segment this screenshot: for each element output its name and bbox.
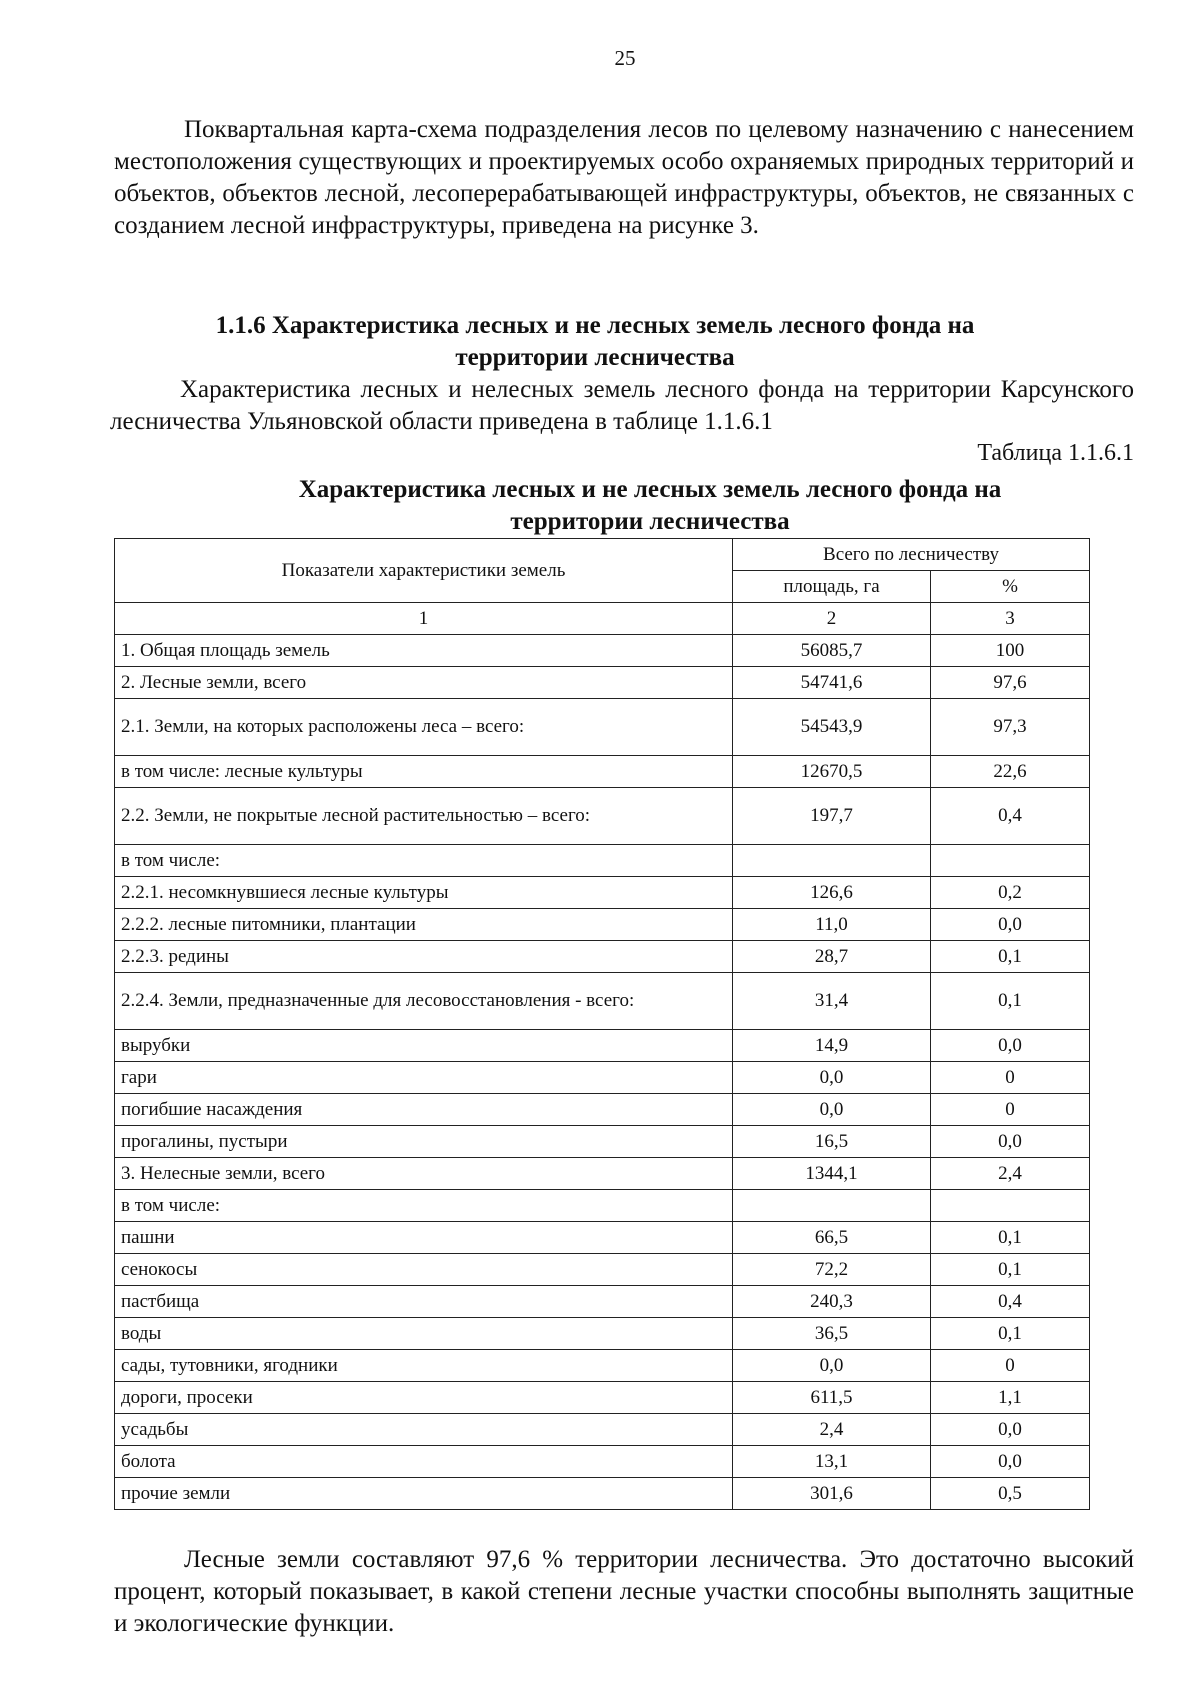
section-heading-line2: территории лесничества xyxy=(455,344,735,371)
closing-paragraph: Лесные земли составляют 97,6 % территории лесничества. Это достаточно высокий процент, который показывает, в какой степени лесные участки способны выполнять защитные и экологические функции. xyxy=(114,1546,1134,1637)
row-area: 2,4 xyxy=(733,1414,931,1446)
row-label: 2.2.4. Земли, предназначенные для лесовосстановления - всего: xyxy=(115,973,733,1030)
col-number-3: 3 xyxy=(931,603,1090,635)
row-label: 2.2.2. лесные питомники, плантации xyxy=(115,909,733,941)
row-percent: 0 xyxy=(931,1062,1090,1094)
row-area: 611,5 xyxy=(733,1382,931,1414)
row-label: 2. Лесные земли, всего xyxy=(115,667,733,699)
table-row xyxy=(115,788,1090,845)
row-label: погибшие насаждения xyxy=(115,1094,733,1126)
row-label: в том числе: лесные культуры xyxy=(115,756,733,788)
table-title-line2: территории лесничества xyxy=(510,508,790,535)
row-area: 126,6 xyxy=(733,877,931,909)
row-percent xyxy=(931,1190,1090,1222)
row-area: 197,7 xyxy=(733,788,931,845)
table-row xyxy=(115,973,1090,1030)
row-area: 31,4 xyxy=(733,973,931,1030)
row-percent: 0,1 xyxy=(931,973,1090,1030)
table-row xyxy=(115,1478,1090,1510)
row-percent: 0 xyxy=(931,1350,1090,1382)
table-row xyxy=(115,756,1090,788)
table-row xyxy=(115,1382,1090,1414)
table-row xyxy=(115,1190,1090,1222)
table-row xyxy=(115,1094,1090,1126)
row-percent: 0,2 xyxy=(931,877,1090,909)
header-indicator: Показатели характеристики земель xyxy=(115,539,733,603)
header-percent: % xyxy=(931,571,1090,603)
table-row xyxy=(115,941,1090,973)
row-area xyxy=(733,1190,931,1222)
row-label: 2.2. Земли, не покрытые лесной растительностью – всего: xyxy=(115,788,733,845)
table-label: Таблица 1.1.6.1 xyxy=(977,440,1134,466)
row-area: 0,0 xyxy=(733,1094,931,1126)
table-row xyxy=(115,1318,1090,1350)
section-heading-line1: 1.1.6 Характеристика лесных и не лесных земель лесного фонда на xyxy=(215,312,975,339)
row-area: 12670,5 xyxy=(733,756,931,788)
row-percent: 0,1 xyxy=(931,941,1090,973)
table-row xyxy=(115,1414,1090,1446)
row-label: прогалины, пустыри xyxy=(115,1126,733,1158)
row-label: 3. Нелесные земли, всего xyxy=(115,1158,733,1190)
row-area: 0,0 xyxy=(733,1350,931,1382)
row-percent: 0,0 xyxy=(931,1414,1090,1446)
land-characteristics-table xyxy=(114,538,1090,1510)
table-row xyxy=(115,1158,1090,1190)
table-row xyxy=(115,699,1090,756)
row-label: болота xyxy=(115,1446,733,1478)
row-label: 2.2.3. редины xyxy=(115,941,733,973)
row-area xyxy=(733,845,931,877)
table-row xyxy=(115,1062,1090,1094)
row-percent: 0,4 xyxy=(931,788,1090,845)
table-row xyxy=(115,1222,1090,1254)
table-row xyxy=(115,877,1090,909)
row-label: гари xyxy=(115,1062,733,1094)
row-area: 16,5 xyxy=(733,1126,931,1158)
row-area: 54543,9 xyxy=(733,699,931,756)
row-percent xyxy=(931,845,1090,877)
row-label: в том числе: xyxy=(115,1190,733,1222)
row-area: 11,0 xyxy=(733,909,931,941)
row-percent: 22,6 xyxy=(931,756,1090,788)
row-percent: 0,0 xyxy=(931,1030,1090,1062)
row-percent: 100 xyxy=(931,635,1090,667)
row-area: 36,5 xyxy=(733,1318,931,1350)
row-label: вырубки xyxy=(115,1030,733,1062)
row-label: пашни xyxy=(115,1222,733,1254)
table-row xyxy=(115,667,1090,699)
row-percent: 0 xyxy=(931,1094,1090,1126)
row-label: 1. Общая площадь земель xyxy=(115,635,733,667)
table-row xyxy=(115,845,1090,877)
row-percent: 0,1 xyxy=(931,1222,1090,1254)
row-percent: 0,1 xyxy=(931,1254,1090,1286)
table-row xyxy=(115,1030,1090,1062)
row-area: 240,3 xyxy=(733,1286,931,1318)
intro-paragraph: Поквартальная карта-схема подразделения лесов по целевому назначению с нанесением местоположения существующих и проектируемых особо охраняемых природных территорий и объектов, объектов лесной, лесоперерабатывающей инфраструктуры, объектов, не связанных с созданием лесной инфраструктуры, приведена на рисунке 3. xyxy=(114,116,1134,239)
row-label: сады, тутовники, ягодники xyxy=(115,1350,733,1382)
row-percent: 0,0 xyxy=(931,909,1090,941)
row-area: 13,1 xyxy=(733,1446,931,1478)
table-row xyxy=(115,909,1090,941)
row-area: 301,6 xyxy=(733,1478,931,1510)
row-area: 54741,6 xyxy=(733,667,931,699)
row-percent: 0,1 xyxy=(931,1318,1090,1350)
table-row xyxy=(115,1446,1090,1478)
row-area: 0,0 xyxy=(733,1062,931,1094)
row-area: 56085,7 xyxy=(733,635,931,667)
row-percent: 2,4 xyxy=(931,1158,1090,1190)
header-total: Всего по лесничеству xyxy=(733,539,1090,571)
row-percent: 97,6 xyxy=(931,667,1090,699)
row-label: прочие земли xyxy=(115,1478,733,1510)
table-title-line1: Характеристика лесных и не лесных земель лесного фонда на xyxy=(298,476,1002,503)
table-row xyxy=(115,1126,1090,1158)
row-area: 1344,1 xyxy=(733,1158,931,1190)
row-label: дороги, просеки xyxy=(115,1382,733,1414)
row-percent: 0,5 xyxy=(931,1478,1090,1510)
row-area: 28,7 xyxy=(733,941,931,973)
row-percent: 0,0 xyxy=(931,1126,1090,1158)
col-number-1: 1 xyxy=(115,603,733,635)
table-row xyxy=(115,1254,1090,1286)
col-number-2: 2 xyxy=(733,603,931,635)
row-label: усадьбы xyxy=(115,1414,733,1446)
row-label: 2.2.1. несомкнувшиеся лесные культуры xyxy=(115,877,733,909)
row-area: 72,2 xyxy=(733,1254,931,1286)
row-percent: 0,4 xyxy=(931,1286,1090,1318)
header-area: площадь, га xyxy=(733,571,931,603)
row-percent: 1,1 xyxy=(931,1382,1090,1414)
row-label: воды xyxy=(115,1318,733,1350)
page-number: 25 xyxy=(614,46,636,70)
row-label: в том числе: xyxy=(115,845,733,877)
row-area: 66,5 xyxy=(733,1222,931,1254)
table-row xyxy=(115,635,1090,667)
table-row xyxy=(115,1350,1090,1382)
table-row xyxy=(115,1286,1090,1318)
section-heading xyxy=(130,310,1060,374)
table-title xyxy=(200,474,1100,538)
row-label: 2.1. Земли, на которых расположены леса – всего: xyxy=(115,699,733,756)
row-percent: 97,3 xyxy=(931,699,1090,756)
row-label: пастбища xyxy=(115,1286,733,1318)
row-label: сенокосы xyxy=(115,1254,733,1286)
row-percent: 0,0 xyxy=(931,1446,1090,1478)
section-paragraph: Характеристика лесных и нелесных земель лесного фонда на территории Карсунского лесничества Ульяновской области приведена в таблице 1.1.6.1 xyxy=(110,376,1134,435)
row-area: 14,9 xyxy=(733,1030,931,1062)
